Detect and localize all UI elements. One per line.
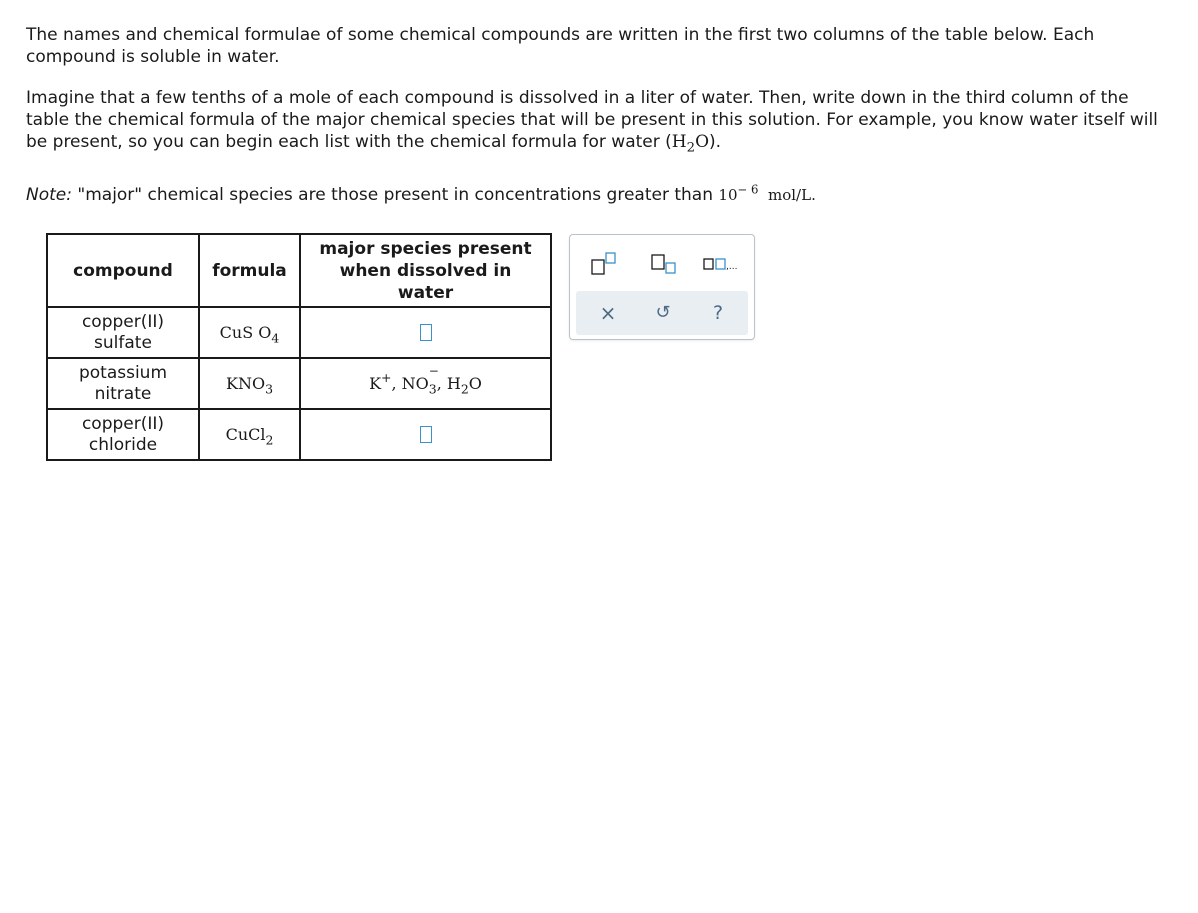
- intro-paragraph-1: The names and chemical formulae of some chemical compounds are written in the first two columns of the table below. Each compound is soluble in water.: [26, 25, 1095, 67]
- compound-name: potassium nitrate: [47, 358, 199, 409]
- table-row: [47, 307, 551, 358]
- compound-name: copper(II) sulfate: [47, 307, 199, 358]
- answer-input-copper-sulfate[interactable]: [300, 307, 551, 358]
- table-header-row: [47, 234, 551, 307]
- concentration-threshold: $10^{- 6}$ mol/L.: [718, 182, 816, 204]
- help-icon[interactable]: ?: [712, 302, 724, 324]
- header-major-species: major species present when dissolved in water: [300, 234, 551, 307]
- clear-icon[interactable]: ×: [599, 301, 617, 325]
- list-box-icon: [700, 247, 740, 281]
- compound-name: copper(II) chloride: [47, 409, 199, 460]
- math-input-palette: [569, 234, 755, 340]
- undo-icon[interactable]: ↺: [655, 302, 671, 323]
- empty-answer-box[interactable]: [420, 324, 432, 341]
- compound-formula: $KNO_3$: [199, 358, 300, 409]
- palette-template-row: [570, 235, 754, 287]
- intro-paragraph-2-text: Imagine that a few tenths of a mole of each compound is dissolved in a liter of water. Then, write down in the third column of the table the chemical formula of the major chemical species that will be present in this solution. For example, you know water itself will be present, so you can begin each list with the chemical formula for water: [26, 88, 1158, 152]
- header-compound: compound: [47, 234, 199, 307]
- water-formula: $(H_2O)$.: [665, 132, 722, 156]
- answer-input-potassium-nitrate[interactable]: K+, $NO_3$ − , $H_2O$: [300, 358, 551, 409]
- table-row: [47, 409, 551, 460]
- superscript-template-button[interactable]: [586, 247, 626, 281]
- empty-answer-box[interactable]: [420, 426, 432, 443]
- compound-formula: CuCl$_2$: [199, 409, 300, 460]
- table-row: [47, 358, 551, 409]
- note-label: Note:: [26, 185, 72, 205]
- svg-text:,...: ,...: [726, 262, 738, 272]
- subscript-box-icon: [646, 247, 686, 281]
- compound-formula: CuS $O_4$: [199, 307, 300, 358]
- list-template-button[interactable]: [700, 247, 740, 281]
- note-paragraph: [26, 184, 1176, 206]
- intro-paragraph-2: [26, 87, 1176, 156]
- note-text: "major" chemical species are those present in concentrations greater than: [77, 185, 713, 205]
- subscript-template-button[interactable]: [646, 247, 686, 281]
- palette-action-bar: [576, 291, 748, 335]
- superscript-box-icon: [586, 247, 626, 281]
- answer-input-copper-chloride[interactable]: [300, 409, 551, 460]
- header-formula: formula: [199, 234, 300, 307]
- species-table: [46, 233, 552, 461]
